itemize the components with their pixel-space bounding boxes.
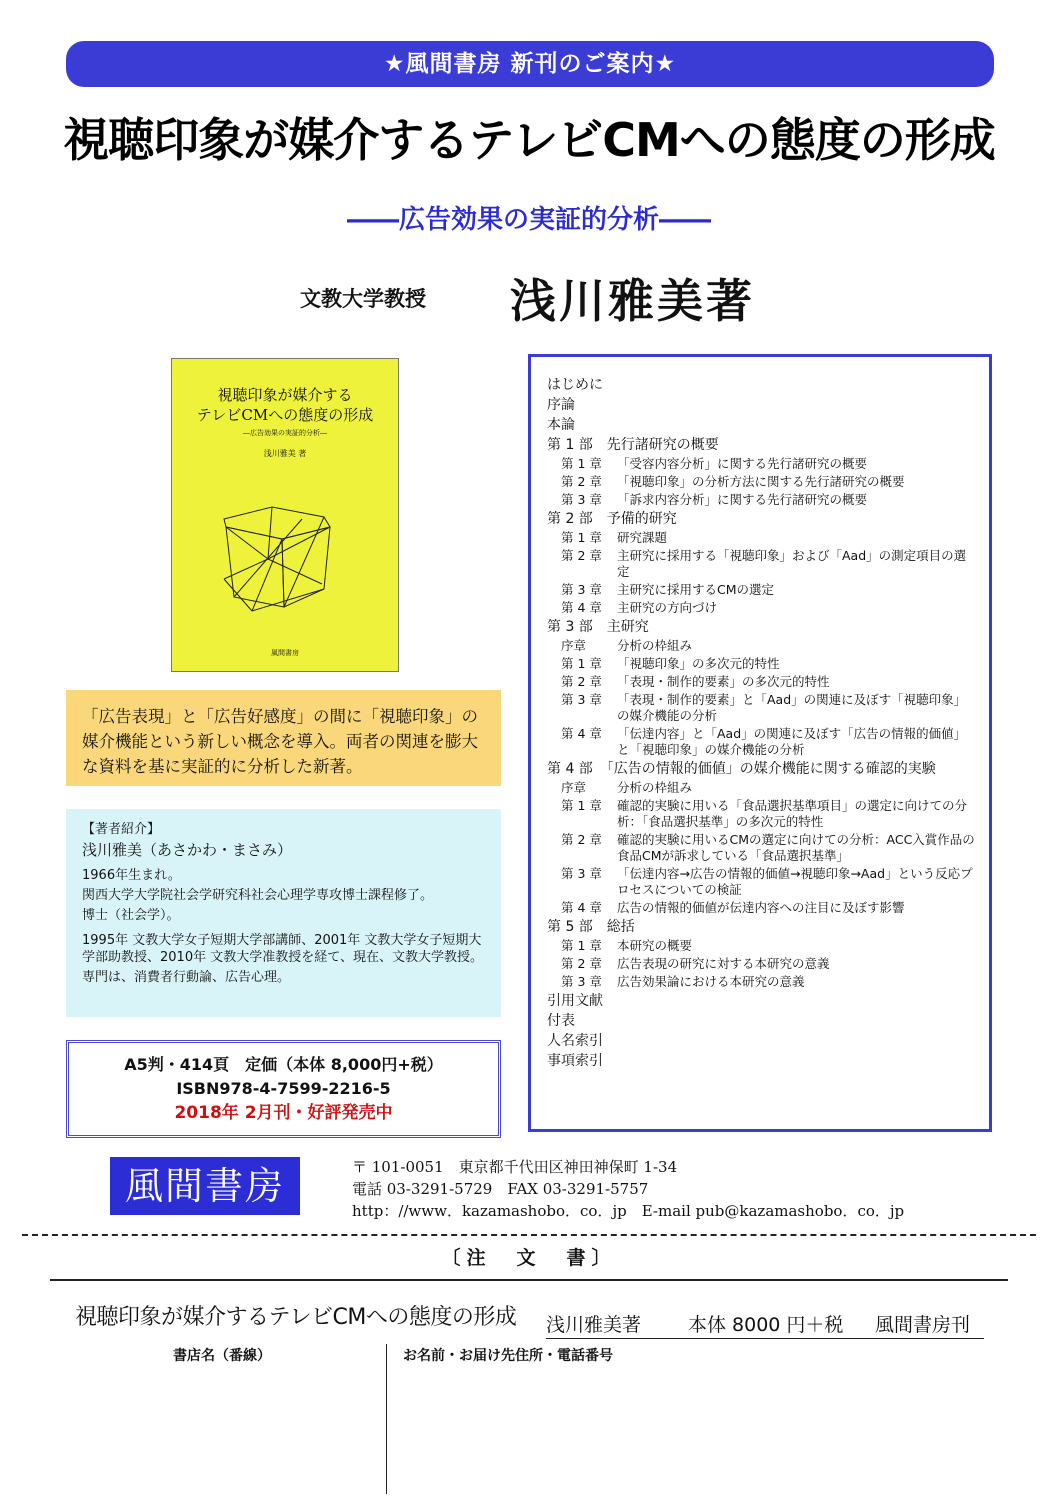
bio-line: 1995年 文教大学女子短期大学部講師、2001年 文教大学女子短期大学部助教授、2010年 文教大学准教授を経て、現在、文教大学教授。 [82, 933, 483, 965]
toc-outro-item: 人名索引 [547, 1033, 603, 1049]
toc-chapter-number: 第 2 章 [561, 832, 602, 847]
toc-chapter-title: 「視聴印象」の多次元的特性 [617, 656, 780, 671]
toc-chapter [547, 637, 989, 655]
toc-chapter-title: 主研究に採用する「視聴印象」および「Aad」の測定項目の選定 [617, 548, 967, 579]
publisher-logo: 風間書房 [110, 1157, 300, 1215]
toc-chapter-title: 「伝達内容→広告の情報的価値→視聴印象→Aad」という反応プロセスについての検証 [617, 866, 973, 897]
toc-outro-item: 引用文献 [547, 993, 603, 1009]
book-description: 「広告表現」と「広告好感度」の間に「視聴印象」の媒介機能という新しい概念を導入。両者の関連を膨大な資料を基に実証的に分析した新著。 [66, 690, 501, 786]
toc-chapter-title: 分析の枠組み [617, 780, 693, 795]
toc-chapter-number: 第 1 章 [561, 798, 602, 813]
toc-chapter [547, 973, 989, 991]
book-spec: A5判・414頁 定価（本体 8,000円+税） [124, 1055, 443, 1074]
cover-polyhedron-illustration [212, 489, 362, 639]
toc-chapter [547, 655, 989, 673]
toc-chapter-number: 第 4 章 [561, 900, 602, 915]
toc-part-heading: 第 3 部 主研究 [547, 619, 649, 635]
publisher-contact [352, 1156, 904, 1222]
author-affiliation: 文教大学教授 [300, 287, 426, 311]
shop-name-field[interactable]: 書店名（番線） [173, 1348, 271, 1364]
toc-chapter [547, 691, 989, 725]
toc-chapter-title: 広告効果論における本研究の意義 [617, 974, 805, 989]
toc-intro-item: はじめに [547, 377, 603, 393]
order-field-divider [386, 1344, 387, 1494]
toc-chapter-title: 本研究の概要 [617, 938, 693, 953]
toc-chapter-number: 第 2 章 [561, 674, 602, 689]
toc-chapter-number: 第 4 章 [561, 726, 602, 741]
bio-line: 関西大学大学院社会学研究科社会心理学専攻博士課程修了。 [82, 888, 434, 903]
toc-outro-item: 事項索引 [547, 1053, 603, 1069]
bio-name: 浅川雅美（あさかわ・まさみ） [82, 841, 293, 859]
toc-chapter-title: 確認的実験に用いるCMの選定に向けての分析：ACC入賞作品の食品CMが訴求している「食品選択基準」 [617, 832, 975, 863]
toc-chapter-number: 第 1 章 [561, 656, 602, 671]
order-form-heading: 〔注 文 書〕 [441, 1247, 617, 1269]
author-name: 浅川雅美著 [510, 274, 755, 328]
table-of-contents [528, 354, 992, 1132]
toc-chapter-number: 第 2 章 [561, 956, 602, 971]
book-cover-image [171, 358, 399, 672]
toc-chapter [547, 673, 989, 691]
toc-chapter-number: 第 1 章 [561, 530, 602, 545]
toc-chapter-title: 「受容内容分析」に関する先行諸研究の概要 [617, 456, 868, 471]
toc-chapter-number: 序章 [561, 780, 587, 795]
toc-chapter [547, 937, 989, 955]
order-author: 浅川雅美著 [546, 1314, 642, 1336]
cover-title-line1: 視聴印象が媒介する [217, 386, 353, 404]
toc-chapter [547, 865, 989, 899]
toc-chapter-title: 研究課題 [617, 530, 668, 545]
toc-chapter [547, 725, 989, 759]
cover-subtitle: ―広告効果の実証的分析― [243, 429, 327, 437]
toc-chapter [547, 955, 989, 973]
toc-part-heading: 第 5 部 総括 [547, 919, 635, 935]
toc-intro-item: 序論 [547, 397, 575, 413]
toc-part-heading: 第 4 部 「広告の情報的価値」の媒介機能に関する確認的実験 [547, 761, 936, 777]
toc-chapter-title: 分析の枠組み [617, 638, 693, 653]
order-price: 本体 8000 円＋税 [688, 1314, 844, 1336]
order-publisher: 風間書房刊 [875, 1314, 971, 1336]
cover-title-line2: テレビCMへの態度の形成 [196, 406, 374, 424]
toc-chapter-number: 第 2 章 [561, 548, 602, 563]
customer-info-field[interactable]: お名前・お届け先住所・電話番号 [403, 1348, 613, 1364]
toc-chapter [547, 581, 989, 599]
toc-chapter-title: 主研究の方向づけ [617, 600, 718, 615]
toc-outro-item: 付表 [547, 1013, 575, 1029]
publisher-address: 〒 101-0051 東京都千代田区神田神保町 1-34 [352, 1158, 678, 1176]
book-isbn: ISBN978-4-7599-2216-5 [176, 1079, 391, 1098]
toc-chapter-number: 第 1 章 [561, 938, 602, 953]
toc-chapter-title: 「訴求内容分析」に関する先行諸研究の概要 [617, 492, 868, 507]
toc-chapter-title: 広告の情報的価値が伝達内容への注目に及ぼす影響 [617, 900, 905, 915]
book-info-box [66, 1040, 501, 1138]
bio-line: 博士（社会学）。 [82, 908, 180, 923]
toc-chapter [547, 797, 989, 831]
release-date: 2018年 2月刊・好評発売中 [174, 1103, 393, 1123]
toc-chapter-number: 第 3 章 [561, 974, 602, 989]
toc-chapter-title: 広告表現の研究に対する本研究の意義 [617, 956, 830, 971]
order-book-title: 視聴印象が媒介するテレビCMへの態度の形成 [75, 1305, 517, 1330]
toc-chapter [547, 831, 989, 865]
book-title: 視聴印象が媒介するテレビCMへの態度の形成 [63, 113, 995, 167]
toc-chapter [547, 529, 989, 547]
toc-intro-item: 本論 [547, 417, 575, 433]
toc-chapter-number: 第 2 章 [561, 474, 602, 489]
toc-part-heading: 第 2 部 予備的研究 [547, 511, 677, 527]
toc-chapter [547, 899, 989, 917]
toc-chapter-number: 第 3 章 [561, 492, 602, 507]
announcement-banner: ★風間書房 新刊のご案内★ [66, 41, 994, 87]
order-divider [50, 1279, 1008, 1281]
cover-author: 浅川雅美 著 [263, 449, 307, 458]
toc-chapter-title: 「視聴印象」の分析方法に関する先行諸研究の概要 [617, 474, 905, 489]
toc-part-heading: 第 1 部 先行諸研究の概要 [547, 437, 719, 453]
toc-chapter [547, 599, 989, 617]
publisher-phone: 電話 03-3291-5729 FAX 03-3291-5757 [352, 1180, 649, 1198]
author-bio [66, 809, 501, 1017]
toc-chapter-number: 序章 [561, 638, 587, 653]
toc-chapter-title: 「表現・制作的要素」の多次元的特性 [617, 674, 830, 689]
publisher-web: http：//www．kazamashobo．co．jp E-mail pub@kazamashobo．co．jp [352, 1202, 905, 1220]
toc-chapter [547, 455, 989, 473]
book-subtitle: ――広告効果の実証的分析―― [346, 205, 711, 235]
toc-chapter-title: 確認的実験に用いる「食品選択基準項目」の選定に向けての分析：「食品選択基準」の多次元的特性 [617, 798, 968, 829]
bio-line: 専門は、消費者行動論、広告心理。 [82, 970, 291, 985]
toc-chapter-number: 第 1 章 [561, 456, 602, 471]
toc-chapter-number: 第 3 章 [561, 866, 602, 881]
toc-chapter-number: 第 4 章 [561, 600, 602, 615]
cut-line [22, 1234, 1036, 1236]
bio-heading: 【著者紹介】 [82, 822, 161, 837]
cover-publisher: 風間書房 [271, 649, 299, 657]
toc-chapter-title: 「表現・制作的要素」と「Aad」の関連に及ぼす「視聴印象」の媒介機能の分析 [617, 692, 967, 723]
bio-line: 1966年生まれ。 [82, 868, 181, 883]
cover-title [172, 385, 398, 425]
toc-chapter [547, 473, 989, 491]
toc-chapter-number: 第 3 章 [561, 582, 602, 597]
order-underline [546, 1338, 984, 1339]
toc-chapter-title: 主研究に採用するCMの選定 [617, 582, 775, 597]
toc-chapter [547, 547, 989, 581]
toc-chapter-title: 「伝達内容」と「Aad」の関連に及ぼす「広告の情報的価値」と「視聴印象」の媒介機能の分析 [617, 726, 967, 757]
toc-chapter-number: 第 3 章 [561, 692, 602, 707]
toc-chapter [547, 491, 989, 509]
toc-chapter [547, 779, 989, 797]
